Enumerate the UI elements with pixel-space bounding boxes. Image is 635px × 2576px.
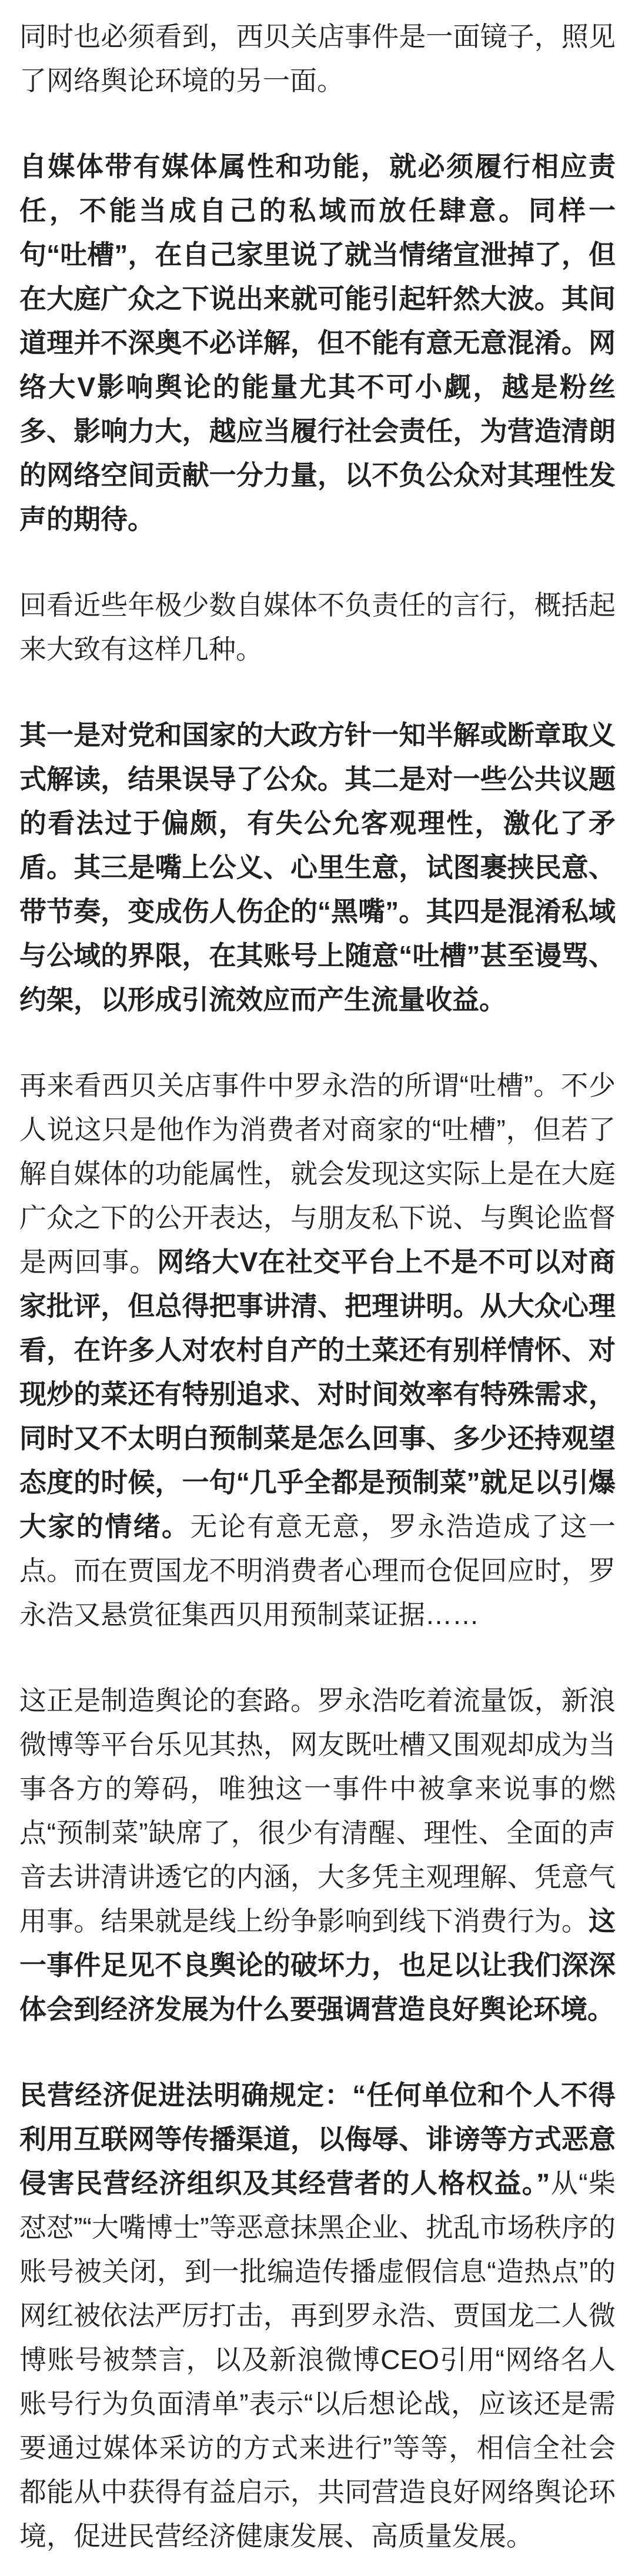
paragraph-5-seg-1: 再来看西贝关店事件中罗永浩的所谓“吐槽”。不少人说这只是他作为消费者对商家的“吐槽”，但若了解自媒体的功能属性，就会发现这实际上是在大庭广众之下的公开表达，与朋友私下说、与舆论监督是两回事。 xyxy=(19,1070,616,1277)
paragraph-4-seg-1: 其一是对党和国家的大政方针一知半解或断章取义式解读，结果误导了公众。其二是对一些公共议题的看法过于偏颇，有失公允客观理性，激化了矛盾。其三是嘴上公义、心里生意，试图裹挟民意、带节奏，变成伤人伤企的“黑嘴”。其四是混淆私域与公域的界限，在其账号上随意“吐槽”甚至谩骂、约架，以形成引流效应而产生流量收益。 xyxy=(19,720,616,1015)
paragraph-2 xyxy=(19,145,616,542)
paragraph-7-seg-1: 民营经济促进法明确规定：“任何单位和个人不得利用互联网等传播渠道，以侮辱、诽谤等方式恶意侵害民营经济组织及其经营者的人格权益。” xyxy=(19,2080,616,2199)
paragraph-7-seg-2: 从“柴怼怼”“大嘴博士”等恶意抹黑企业、扰乱市场秩序的账号被关闭，到一批编造传播虚假信息“造热点”的网红被依法严厉打击，再到罗永浩、贾国龙二人微博账号被禁言，以及新浪微博CEO引用“网络名人账号行为负面清单”表示“以后想论战，应该还是需要通过媒体采访的方式来进行”等等，相信全社会都能从中获得有益启示，共同营造良好网络舆论环境，促进民营经济健康发展、高质量发展。 xyxy=(19,2168,616,2551)
paragraph-2-seg-1: 自媒体带有媒体属性和功能，就必须履行相应责任，不能当成自己的私域而放任肆意。同样一句“吐槽”，在自己家里说了就当情绪宣泄掉了，但在大庭广众之下说出来就可能引起轩然大波。其间道理并不深奥不必详解，但不能有意无意混淆。网络大V影响舆论的能量尤其不可小觑，越是粉丝多、影响力大，越应当履行社会责任，为营造清朗的网络空间贡献一分力量，以不负公众对其理性发声的期待。 xyxy=(19,151,616,534)
paragraph-7 xyxy=(19,2073,616,2558)
paragraph-3-seg-1: 回看近些年极少数自媒体不负责任的言行，概括起来大致有这样几种。 xyxy=(19,590,616,664)
paragraph-3 xyxy=(19,583,616,671)
paragraph-1-seg-1: 同时也必须看到，西贝关店事件是一面镜子，照见了网络舆论环境的另一面。 xyxy=(19,21,616,96)
paragraph-5 xyxy=(19,1064,616,1637)
paragraph-6-seg-1: 这正是制造舆论的套路。罗永浩吃着流量饭，新浪微博等平台乐见其热，网友既吐槽又围观却成为当事各方的筹码，唯独这一事件中被拿来说事的燃点“预制菜”缺席了，很少有清醒、理性、全面的声音去讲清讲透它的内涵，大多凭主观理解、凭意气用事。结果就是线上纷争影响到线下消费行为。 xyxy=(19,1685,616,1936)
article-body xyxy=(19,15,616,2558)
paragraph-5-seg-2: 网络大V在社交平台上不是不可以对商家批评，但总得把事讲清、把理讲明。从大众心理看，在许多人对农村自产的土菜还有别样情怀、对现炒的菜还有特别追求、对时间效率有特殊需求，同时又不太明白预制菜是怎么回事、多少还持观望态度的时候，一句“几乎全都是预制菜”就足以引爆大家的情绪。 xyxy=(19,1247,616,1542)
paragraph-4 xyxy=(19,713,616,1022)
paragraph-5-seg-3: 无论有意无意，罗永浩造成了这一点。而在贾国龙不明消费者心理而仓促回应时，罗永浩又悬赏征集西贝用预制菜证据…… xyxy=(19,1511,616,1630)
paragraph-1 xyxy=(19,15,616,103)
paragraph-6 xyxy=(19,1679,616,2032)
paragraph-6-seg-2: 这一事件足见不良舆论的破坏力，也足以让我们深深体会到经济发展为什么要强调营造良好舆论环境。 xyxy=(19,1906,616,2024)
